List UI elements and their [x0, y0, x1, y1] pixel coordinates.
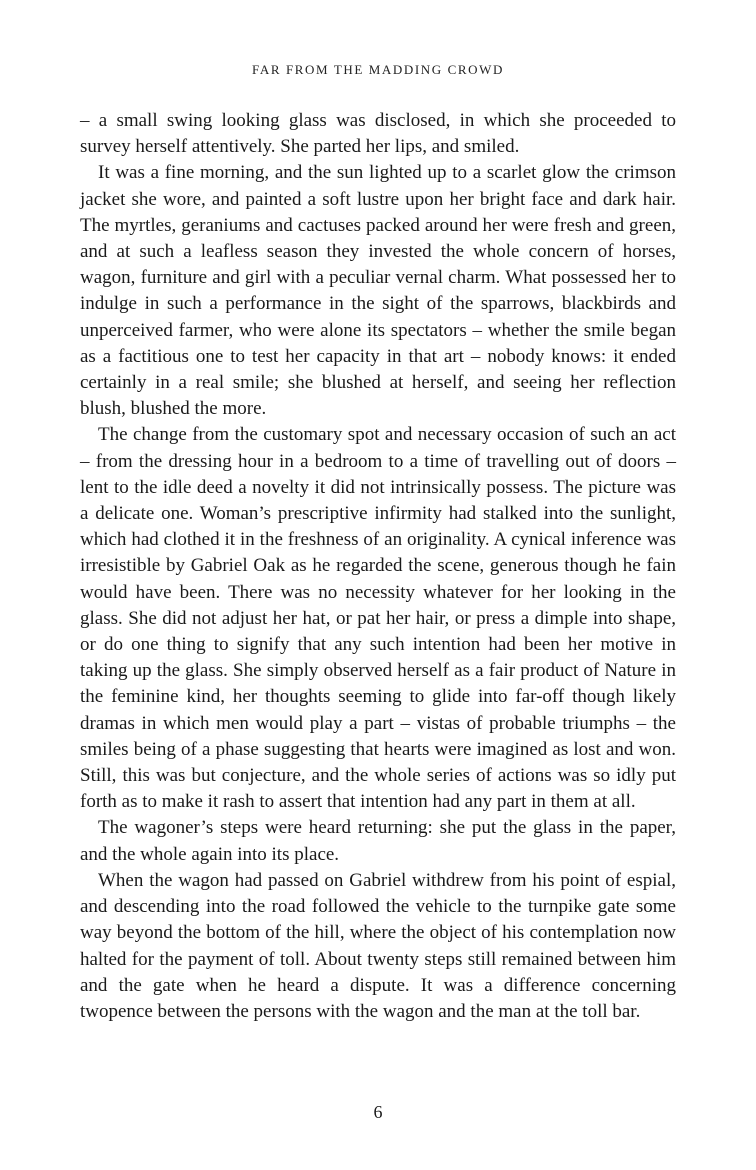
running-head-title: FAR FROM THE MADDING CROWD	[251, 62, 505, 77]
paragraph: The wagoner’s steps were heard returning: she put the glass in the paper, and the whole again into its place.	[80, 817, 676, 865]
paragraph: It was a fine morning, and the sun lighted up to a scarlet glow the crimson jacket she wore, and painted a soft lustre upon her bright face and dark hair. The myrtles, geraniums and cactuses packed around her were fresh and green, and at such a leafless season they invested the whole concern of horses, wagon, furniture and girl with a peculiar vernal charm. What possessed her to indulge in such a performance in the sight of the sparrows, blackbirds and unperceived farmer, who were alone its spectators – whether the smile began as a factitious one to test her capacity in that art – nobody knows: it ended certainly in a real smile; she blushed at herself, and seeing her reflection blush, blushed the more.	[80, 162, 676, 420]
paragraph: – a small swing looking glass was disclosed, in which she proceeded to survey herself attentively. She parted her lips, and smiled.	[80, 110, 676, 158]
body-text	[80, 108, 676, 1025]
paragraph: When the wagon had passed on Gabriel withdrew from his point of espial, and descending into the road followed the vehicle to the turnpike gate some way beyond the bottom of the hill, where the object of his contemplation now halted for the payment of toll. About twenty steps still remained between him and the gate when he heard a dispute. It was a difference concerning twopence between the persons with the wagon and the man at the toll bar.	[80, 869, 676, 1022]
paragraph: The change from the customary spot and necessary occasion of such an act – from the dressing hour in a bedroom to a time of travelling out of doors – lent to the idle deed a novelty it did not intrinsically possess. The picture was a delicate one. Woman’s prescriptive infirmity had stalked into the sunlight, which had clothed it in the freshness of an originality. A cynical inference was irresistible by Gabriel Oak as he regarded the scene, generous though he fain would have been. There was no necessity whatever for her looking in the glass. She did not adjust her hat, or pat her hair, or press a dimple into shape, or do one thing to signify that any such intention had been her motive in taking up the glass. She simply observed herself as a fair product of Nature in the feminine kind, her thoughts seeming to glide into far-off though likely dramas in which men would play a part – vistas of probable triumphs – the smiles being of a phase suggesting that hearts were imagined as lost and won. Still, this was but conjecture, and the whole series of actions was so idly put forth as to make it rash to assert that intention had any part in them at all.	[80, 424, 676, 813]
page-number: 6	[373, 1102, 383, 1122]
